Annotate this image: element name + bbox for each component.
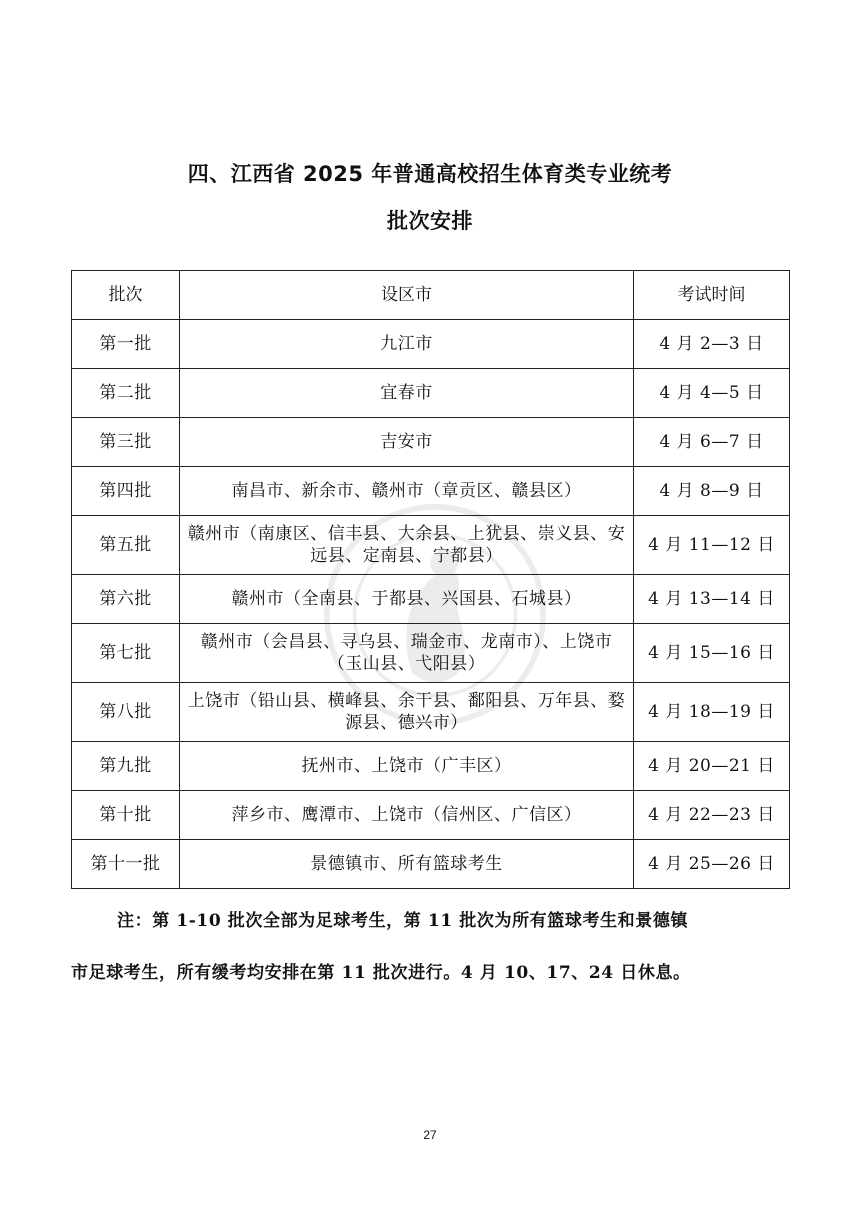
batch-cell: 第一批 <box>72 320 180 369</box>
cities-cell: 宜春市 <box>180 369 634 418</box>
cities-cell: 九江市 <box>180 320 634 369</box>
time-cell: 4 月 13—14 日 <box>634 575 790 624</box>
batch-cell: 第八批 <box>72 683 180 742</box>
batch-cell: 第三批 <box>72 418 180 467</box>
table-row <box>72 467 790 516</box>
batch-cell: 第五批 <box>72 516 180 575</box>
time-cell: 4 月 11—12 日 <box>634 516 790 575</box>
cities-cell: 抚州市、上饶市（广丰区） <box>180 742 634 791</box>
cities-cell: 萍乡市、鹰潭市、上饶市（信州区、广信区） <box>180 791 634 840</box>
page-subtitle: 批次安排 <box>387 209 473 233</box>
note-line-1: 注：第 1-10 批次全部为足球考生，第 11 批次为所有篮球考生和景德镇 <box>117 911 689 931</box>
table-row <box>72 683 790 742</box>
cities-cell: 景德镇市、所有篮球考生 <box>180 840 634 889</box>
batch-cell: 第九批 <box>72 742 180 791</box>
batch-cell: 第六批 <box>72 575 180 624</box>
time-cell: 4 月 2—3 日 <box>634 320 790 369</box>
page-title: 四、江西省 2025 年普通高校招生体育类专业统考 <box>187 162 673 186</box>
cities-cell: 上饶市（铅山县、横峰县、余干县、鄱阳县、万年县、婺源县、德兴市） <box>180 683 634 742</box>
schedule-table <box>71 270 790 889</box>
cities-cell: 吉安市 <box>180 418 634 467</box>
time-cell: 4 月 4—5 日 <box>634 369 790 418</box>
batch-cell: 第七批 <box>72 624 180 683</box>
time-cell: 4 月 15—16 日 <box>634 624 790 683</box>
batch-cell: 第十批 <box>72 791 180 840</box>
cities-cell: 南昌市、新余市、赣州市（章贡区、赣县区） <box>180 467 634 516</box>
batch-cell: 第十一批 <box>72 840 180 889</box>
table-header-row <box>72 271 790 320</box>
time-cell: 4 月 22—23 日 <box>634 791 790 840</box>
table-row <box>72 369 790 418</box>
header-cities: 设区市 <box>180 271 634 320</box>
time-cell: 4 月 20—21 日 <box>634 742 790 791</box>
table-row <box>72 624 790 683</box>
table-row <box>72 418 790 467</box>
batch-cell: 第四批 <box>72 467 180 516</box>
batch-cell: 第二批 <box>72 369 180 418</box>
table-row <box>72 840 790 889</box>
cities-cell: 赣州市（南康区、信丰县、大余县、上犹县、崇义县、安远县、定南县、宁都县） <box>180 516 634 575</box>
cities-cell: 赣州市（会昌县、寻乌县、瑞金市、龙南市）、上饶市（玉山县、弋阳县） <box>180 624 634 683</box>
time-cell: 4 月 6—7 日 <box>634 418 790 467</box>
time-cell: 4 月 8—9 日 <box>634 467 790 516</box>
table-row <box>72 516 790 575</box>
header-time: 考试时间 <box>634 271 790 320</box>
header-batch: 批次 <box>72 271 180 320</box>
cities-cell: 赣州市（全南县、于都县、兴国县、石城县） <box>180 575 634 624</box>
table-row <box>72 575 790 624</box>
time-cell: 4 月 25—26 日 <box>634 840 790 889</box>
table-row <box>72 742 790 791</box>
note-line-2: 市足球考生，所有缓考均安排在第 11 批次进行。4 月 10、17、24 日休息。 <box>71 963 691 983</box>
time-cell: 4 月 18—19 日 <box>634 683 790 742</box>
table-row <box>72 791 790 840</box>
page-number: 27 <box>423 1128 437 1142</box>
table-row <box>72 320 790 369</box>
